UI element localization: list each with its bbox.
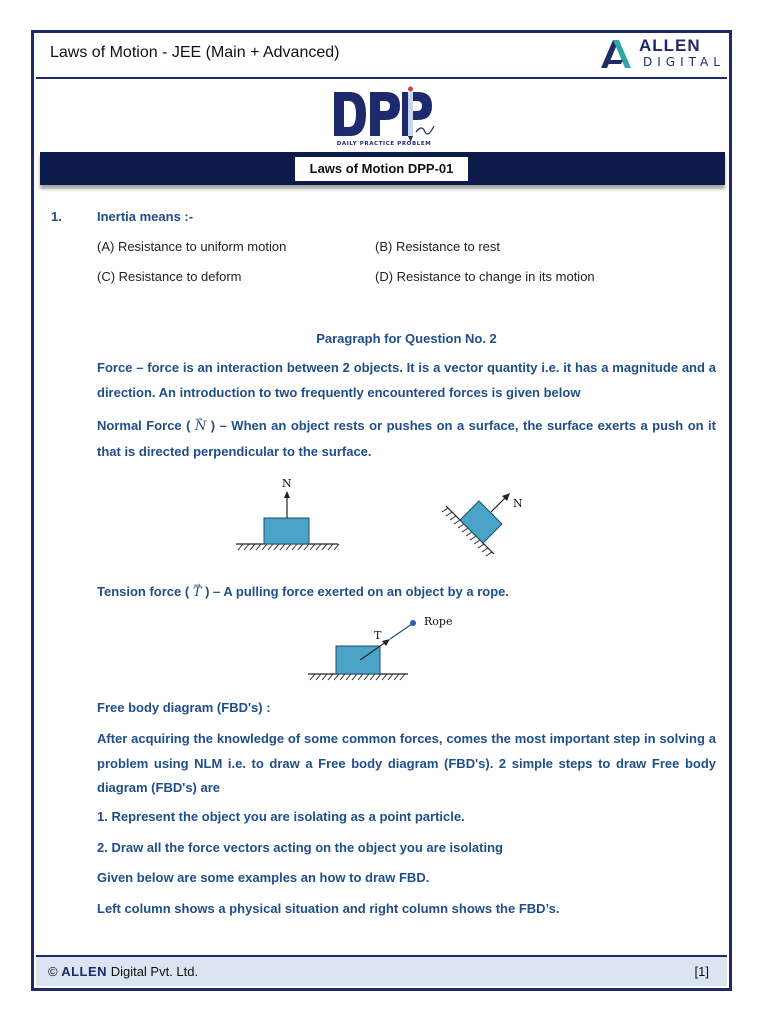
- normal-force-incline-figure: [436, 486, 536, 566]
- normal-flat-label: N: [282, 477, 292, 490]
- tension-force-prefix: Tension force (: [97, 584, 193, 599]
- normal-force-prefix: Normal Force (: [97, 418, 195, 433]
- brand-name: ALLEN: [639, 36, 701, 55]
- copyright-symbol: ©: [48, 964, 58, 979]
- header-title: Laws of Motion - JEE (Main + Advanced): [50, 44, 340, 61]
- page-number: [1]: [694, 964, 709, 979]
- footer-company: Digital Pvt. Ltd.: [110, 964, 199, 979]
- footer-brand: ALLEN: [61, 964, 108, 979]
- fbd-columns-note: Left column shows a physical situation and right column shows the FBD’s.: [97, 901, 560, 916]
- tension-label: T: [374, 629, 382, 642]
- option-c: (C) Resistance to deform: [97, 269, 242, 284]
- tension-force-suffix: ) – A pulling force exerted on an object by a rope.: [201, 584, 509, 599]
- paragraph-heading: Paragraph for Question No. 2: [316, 331, 497, 346]
- tension-vector-symbol: → T: [193, 585, 202, 600]
- tension-force-figure: [304, 610, 464, 686]
- fbd-step-2: 2. Draw all the force vectors acting on the object you are isolating: [97, 840, 503, 855]
- question-text: Inertia means :-: [97, 209, 194, 224]
- allen-mark-icon: [599, 38, 635, 70]
- normal-force-text: [97, 414, 716, 464]
- rope-label: Rope: [424, 615, 453, 628]
- brand-sub: DIGITAL: [643, 55, 725, 69]
- tension-force-text: [97, 580, 716, 606]
- normal-force-flat-figure: [234, 474, 342, 554]
- footer-copyright: [48, 964, 198, 979]
- option-d: (D) Resistance to change in its motion: [375, 269, 595, 284]
- fbd-examples-text: Given below are some examples an how to draw FBD.: [97, 870, 430, 885]
- normal-incline-label: N: [513, 497, 523, 510]
- title-banner: [40, 152, 725, 185]
- fbd-intro: After acquiring the knowledge of some common forces, comes the most important step in solving a problem using NLM i.e. to draw a Free body diagram (FBD's). 2 simple steps to draw Free body diagram (FBD's) are: [97, 731, 716, 795]
- question-number: 1.: [51, 209, 62, 224]
- allen-digital-logo: [599, 38, 727, 72]
- fbd-step-1: 1. Represent the object you are isolating as a point particle.: [97, 809, 465, 824]
- page-header: [36, 35, 727, 79]
- dpp-title: Laws of Motion DPP-01: [294, 156, 469, 182]
- dpp-tagline: DAILY PRACTICE PROBLEM: [336, 141, 432, 147]
- page-footer: [36, 955, 727, 986]
- option-b: (B) Resistance to rest: [375, 239, 500, 254]
- option-a: (A) Resistance to uniform motion: [97, 239, 287, 254]
- force-intro: Force – force is an interaction between 2 objects. It is a vector quantity i.e. it has a magnitude and a direction. An introduction to two frequently encountered forces is given below: [97, 360, 716, 400]
- fbd-heading: Free body diagram (FBD's) :: [97, 700, 271, 715]
- normal-vector-symbol: → N: [195, 419, 206, 434]
- dpp-logo-icon: [330, 86, 440, 142]
- normal-force-suffix: ) – When an object rests or pushes on a surface, the surface exerts a push on it that is directed perpendicular to the surface.: [97, 418, 716, 459]
